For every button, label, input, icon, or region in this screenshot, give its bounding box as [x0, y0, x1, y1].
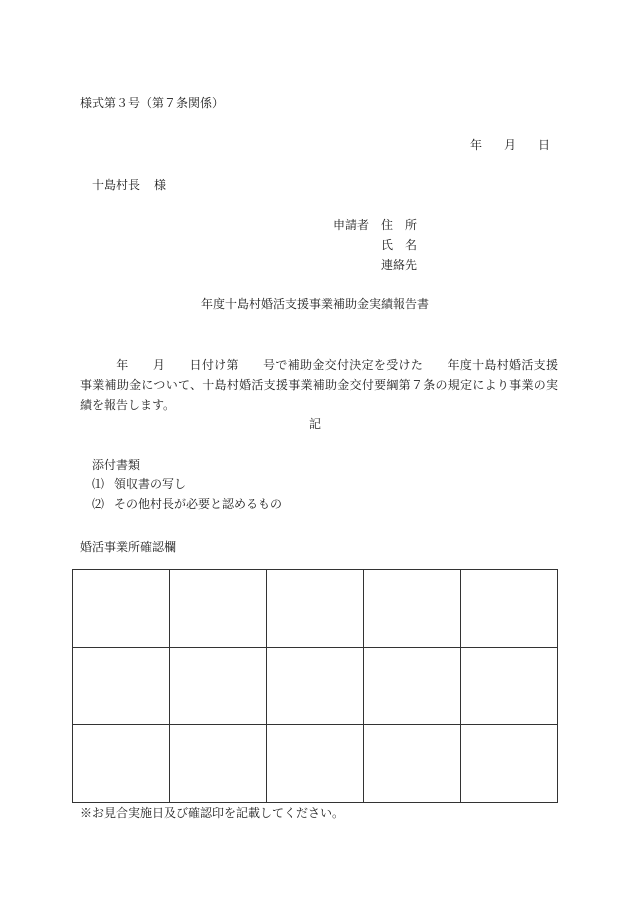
date-year: 年 — [470, 138, 483, 152]
attachment-number: ⑴ — [92, 477, 105, 491]
footnote: ※お見合実施日及び確認印を記載してください。 — [80, 806, 345, 820]
confirmation-label: 婚活事業所確認欄 — [80, 540, 177, 554]
attachment-text: 領収書の写し — [114, 477, 187, 491]
form-number: 様式第３号（第７条関係） — [80, 96, 225, 110]
table-cell — [267, 647, 364, 725]
addressee-honorific: 様 — [154, 178, 167, 192]
table-cell — [170, 570, 267, 648]
contact-label: 連絡先 — [381, 258, 418, 272]
date-month: 月 — [504, 138, 517, 152]
confirmation-table — [72, 569, 558, 803]
addressee-name: 十島村長 — [92, 178, 141, 192]
name-label: 氏 名 — [381, 238, 418, 252]
table-cell — [364, 725, 461, 803]
applicant-role: 申請者 — [333, 218, 370, 232]
addressee — [92, 178, 166, 192]
date-line — [470, 138, 550, 152]
body-rest: 年度十島村婚活支援事業補助金について、十島村婚活支援事業補助金交付要綱第７条の規定により事業の実績を報告します。 — [80, 358, 558, 412]
attachments-heading: 添付書類 — [92, 458, 141, 472]
table-cell — [73, 725, 170, 803]
table-cell — [364, 647, 461, 725]
document-title: 年度十島村婚活支援事業補助金実績報告書 — [200, 297, 429, 311]
table-row — [73, 570, 558, 648]
table-cell — [170, 647, 267, 725]
attachment-item — [92, 497, 282, 511]
attachment-item — [92, 477, 186, 491]
table-cell — [170, 725, 267, 803]
body-date-text: 日付け第 — [189, 358, 239, 372]
applicant-block — [333, 218, 417, 278]
table-cell — [73, 647, 170, 725]
attachment-text: その他村長が必要と認めるもの — [114, 497, 283, 511]
table-cell — [461, 570, 558, 648]
table-cell — [461, 725, 558, 803]
attachment-number: ⑵ — [92, 497, 105, 511]
ki-heading: 記 — [308, 417, 321, 431]
date-day: 日 — [538, 138, 551, 152]
table-cell — [364, 570, 461, 648]
table-cell — [461, 647, 558, 725]
body-month: 月 — [152, 358, 166, 372]
table-cell — [73, 570, 170, 648]
body-year: 年 — [116, 358, 129, 372]
body-number-text: 号で補助金交付決定を受けた — [262, 358, 424, 372]
table-row — [73, 647, 558, 725]
table-cell — [267, 725, 364, 803]
table-cell — [267, 570, 364, 648]
report-body — [80, 355, 558, 415]
table-row — [73, 725, 558, 803]
address-label: 住 所 — [381, 218, 418, 232]
